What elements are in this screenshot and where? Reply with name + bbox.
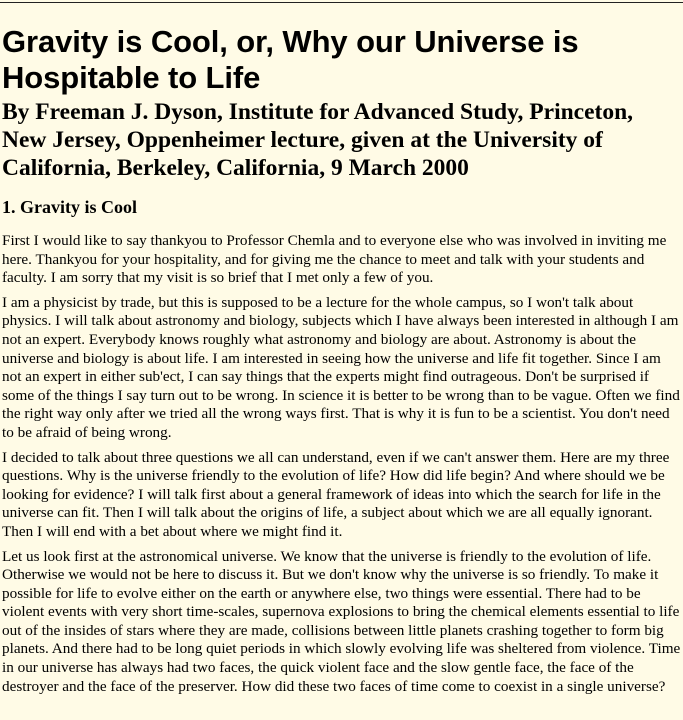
top-horizontal-rule	[0, 2, 683, 3]
paragraph-4: Let us look first at the astronomical universe. We know that the universe is friendly to the evolution of life. Otherwise we would not be here to discuss it. But we don't know why the universe is so friendly. To make it possible for life to evolve either on the earth or anywhere else, two things were essential. There had to be violent events with very short time-scales, supernova explosions to bring the chemical elements essential to life out of the insides of stars where they are made, collisions between little planets crashing together to form big planets. And there had to be long quiet periods in which slowly evolving life was sheltered from violence. Time in our universe has always had two faces, the quick violent face and the slow gentle face, the face of the destroyer and the face of the preserver. How did these two faces of time come to coexist in a single universe?	[2, 547, 681, 695]
article-body	[2, 24, 681, 702]
paragraph-2: I am a physicist by trade, but this is supposed to be a lecture for the whole campus, so I won't talk about physics. I will talk about astronomy and biology, subjects which I have always been interested in although I am not an expert. Everybody knows roughly what astronomy and biology are about. Astronomy is about the universe and biology is about life. I am interested in seeing how the universe and life fit together. Since I am not an expert in either sub'ect, I can say things that the experts might find outrageous. Don't be surprised if some of the things I say turn out to be wrong. In science it is better to be wrong than to be vague. Often we find the right way only after we tried all the wrong ways first. That is why it is fun to be a scientist. You don't need to be afraid of being wrong.	[2, 293, 680, 441]
article-byline: By Freeman J. Dyson, Institute for Advanced Study, Princeton, New Jersey, Oppenheimer lecture, given at the University of California, Berkeley, California, 9 March 2000	[2, 99, 634, 181]
section-heading: 1. Gravity is Cool	[2, 197, 137, 217]
article-title: Gravity is Cool, or, Why our Universe is Hospitable to Life	[2, 24, 579, 95]
paragraph-1: First I would like to say thankyou to Professor Chemla and to everyone else who was involved in inviting me here. Thankyou for your hospitality, and for giving me the chance to meet and talk with your students and faculty. I am sorry that my visit is so brief that I met only a few of you.	[2, 232, 667, 287]
paragraph-3: I decided to talk about three questions we all can understand, even if we can't answer them. Here are my three questions. Why is the universe friendly to the evolution of life? How did life begin? And where should we be looking for evidence? I will talk first about a general framework of ideas into which the search for life in the universe can fit. Then I will talk about the origins of life, a subject about which we are all equally ignorant. Then I will end with a bet about where we might find it.	[2, 448, 670, 540]
